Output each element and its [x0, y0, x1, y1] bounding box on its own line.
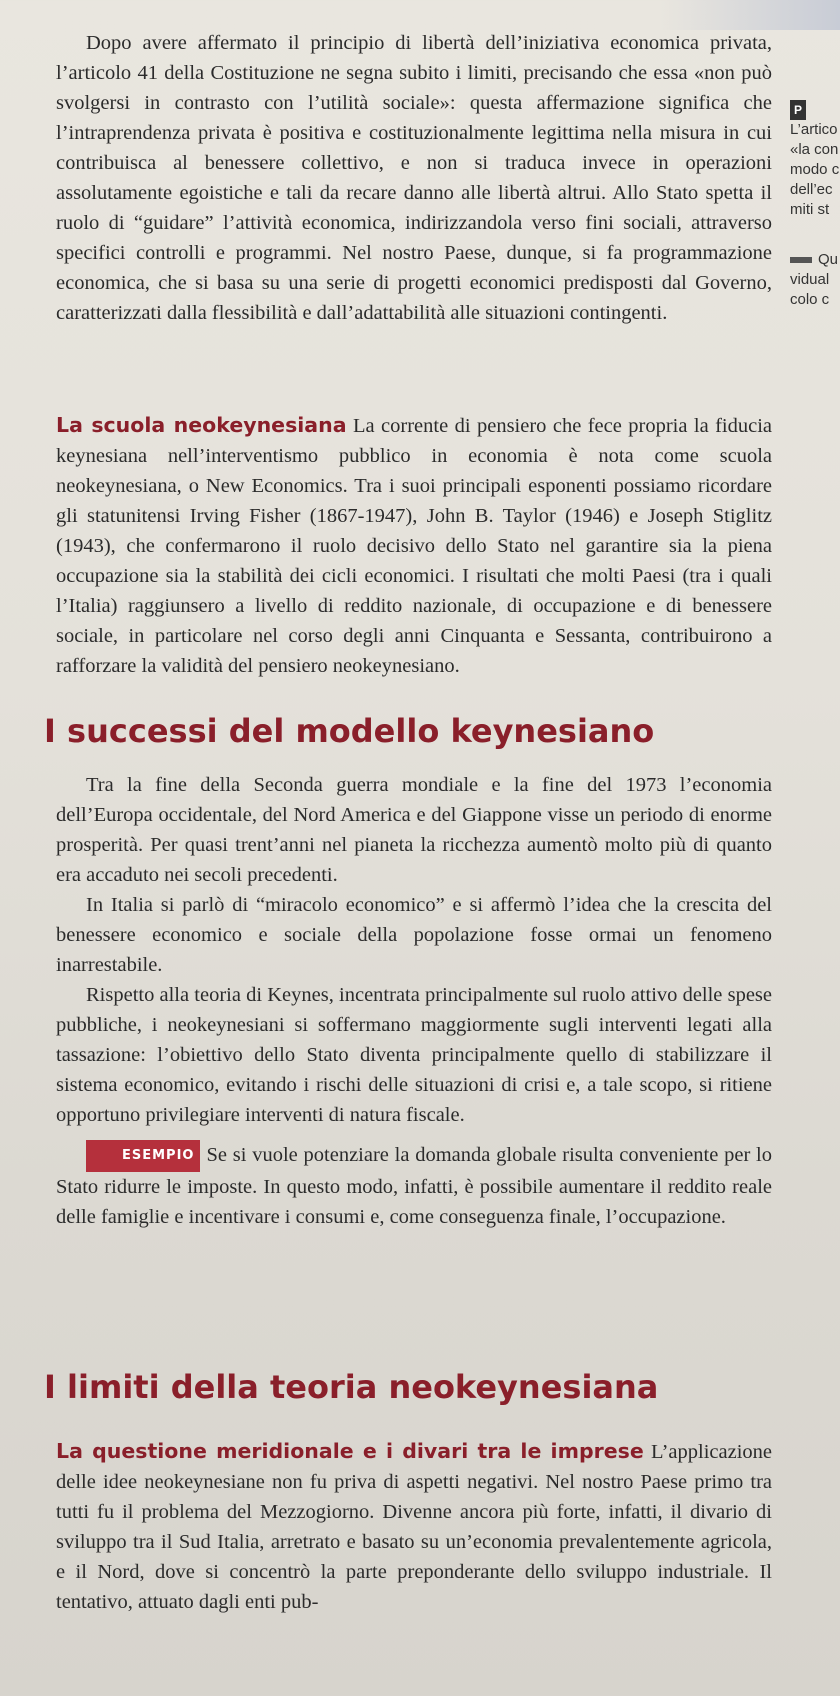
esempio-text: Se si vuole potenziare la domanda globale risulta conveniente per lo Stato ridurre le imposte. In questo modo, infatti, è possibile aumentare il reddito reale delle famiglie e incentivare i consumi e, come conseguenza finale, l’occupazione.: [56, 1144, 772, 1228]
sidebar-line: modo c: [790, 161, 840, 178]
scuola-section: [56, 410, 772, 681]
limiti-title: I limiti della teoria neokeynesiana: [44, 1368, 659, 1406]
sidebar-line: miti st: [790, 201, 830, 218]
sidebar-line: «la con: [790, 141, 839, 158]
successi-title: I successi del modello keynesiano: [44, 712, 655, 750]
successi-paragraph-2: In Italia si parlò di “miracolo economico” e si affermò l’idea che la crescita del benessere economico e sociale della popolazione fosse ormai un fenomeno inarrestabile.: [56, 894, 772, 976]
sidebar-box: [790, 100, 840, 310]
esempio-paragraph: [56, 1140, 772, 1232]
sidebar-line: vidual: [790, 271, 830, 288]
limiti-section: [56, 1436, 772, 1617]
scuola-lead: La scuola neokeynesiana: [56, 413, 347, 437]
sidebar-bar-icon: [790, 257, 812, 263]
successi-paragraph-1: Tra la fine della Seconda guerra mondiale e la fine del 1973 l’economia dell’Europa occidentale, del Nord America e del Giappone visse un periodo di enorme prosperità. Per quasi trent’anni nel pianeta la ricchezza aumentò molto più di quanto era accaduto nei secoli precedenti.: [56, 774, 772, 886]
sidebar-line: dell’ec: [790, 181, 833, 198]
successi-paragraph-3: Rispetto alla teoria di Keynes, incentrata principalmente sul ruolo attivo delle spese pubbliche, i neokeynesiani si soffermano maggiormente sugli interventi legati alla tassazione: l’obiettivo dello Stato diventa principalmente quello di stabilizzare il sistema economico, evitando i rischi delle situazioni di crisi e, a tale scopo, si ritiene opportuno privilegiare interventi di natura fiscale.: [56, 984, 772, 1126]
sidebar-line: L’artico: [790, 121, 838, 138]
intro-section: [56, 28, 772, 328]
sidebar-line: colo c: [790, 291, 830, 308]
sidebar-q: Qu: [818, 251, 839, 268]
page-corner-decoration: [660, 0, 840, 30]
limiti-text: L’applicazione delle idee neokeynesiane non fu priva di aspetti negativi. Nel nostro Paese primo tra tutti fu il problema del Mezzogiorno. Divenne ancora più forte, infatti, il divario di sviluppo tra il Sud Italia, arretrato e basato su un’economia prevalentemente agricola, e il Nord, dove si concentrò la parte preponderante dello sviluppo industriale. Il tentativo, attuato dagli enti pub-: [56, 1441, 772, 1613]
sidebar-tag: P: [790, 100, 806, 120]
scuola-text: La corrente di pensiero che fece propria la fiducia keynesiana nell’interventismo pubblico in economia è nota come scuola neokeynesiana, o New Economics. Tra i suoi principali esponenti possiamo ricordare gli statunitensi Irving Fisher (1867-1947), John B. Taylor (1946) e Joseph Stiglitz (1943), che confermarono il ruolo decisivo dello Stato nel garantire sia la piena occupazione sia la stabilità dei cicli economici. I risultati che molti Paesi (tra i quali l’Italia) raggiunsero a livello di reddito nazionale, di occupazione e di benessere sociale, in particolare nel corso degli anni Cinquanta e Sessanta, contribuirono a rafforzare la validità del pensiero neokeynesiano.: [56, 415, 773, 677]
successi-section: [56, 770, 772, 1232]
limiti-lead: La questione meridionale e i divari tra le imprese: [56, 1439, 644, 1463]
esempio-badge: ESEMPIO: [86, 1140, 200, 1172]
intro-paragraph: Dopo avere affermato il principio di libertà dell’iniziativa economica privata, l’articolo 41 della Costituzione ne segna subito i limiti, precisando che essa «non può svolgersi in contrasto con l’utilità sociale»: questa affermazione significa che l’intraprendenza privata è positiva e costituzionalmente legittima nella misura in cui contribuisca al benessere collettivo, e non si traduca invece in operazioni assolutamente egoistiche e tali da recare danno alle libertà altrui. Allo Stato spetta il ruolo di “guidare” l’attività economica, indirizzandola verso fini sociali, attraverso specifici controlli e programmi. Nel nostro Paese, dunque, si fa programmazione economica, che si basa su una serie di progetti economici predisposti dal Governo, caratterizzati dalla flessibilità e dall’adattabilità alle situazioni contingenti.: [56, 32, 772, 324]
